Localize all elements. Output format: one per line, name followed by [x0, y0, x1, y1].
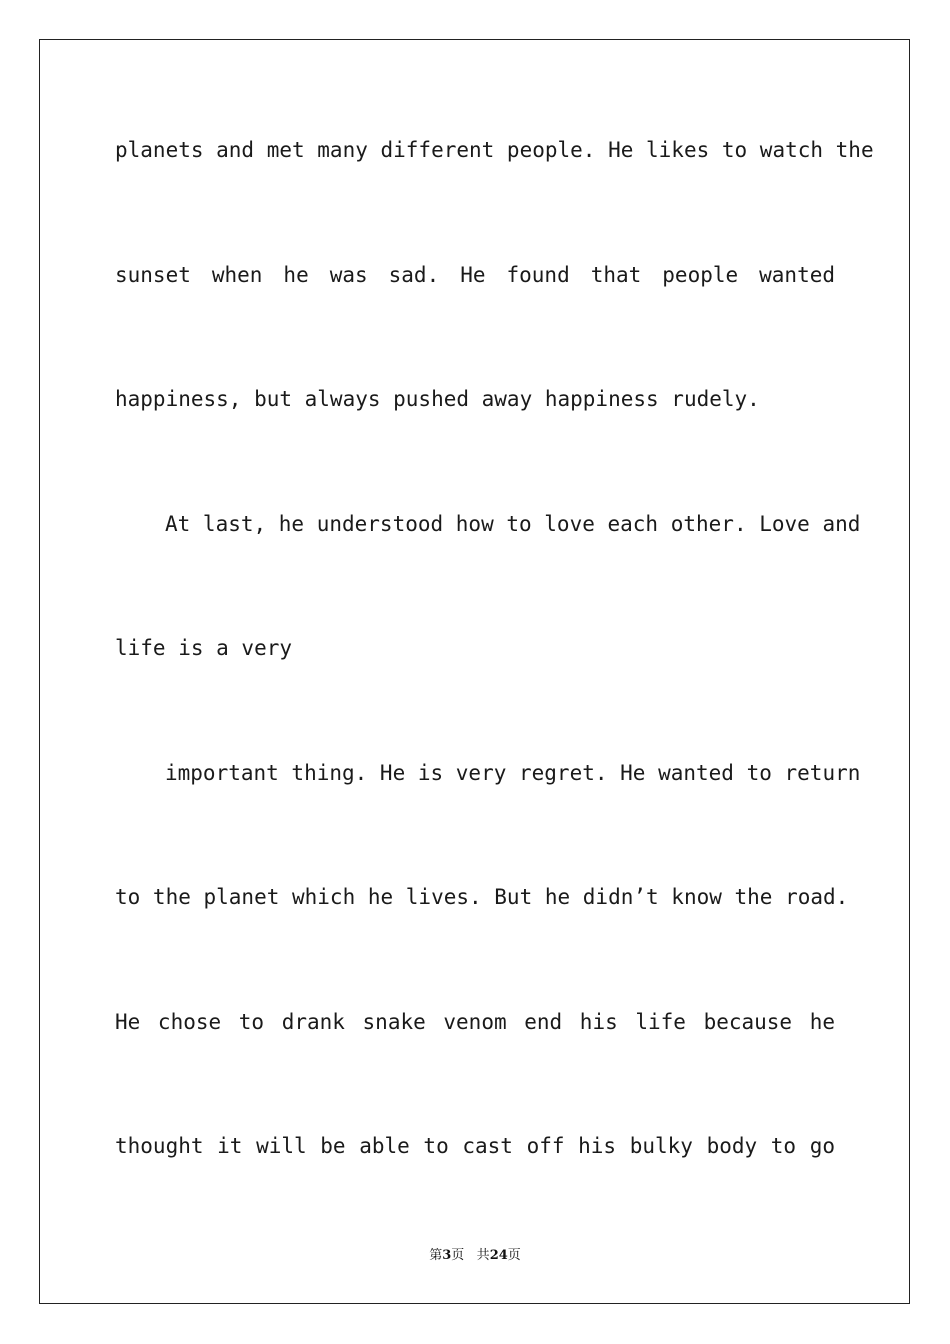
- text-line-3: happiness, but always pushed away happiness rudely.: [115, 387, 760, 411]
- text-line-2: sunset when he was sad. He found that people wanted: [115, 263, 835, 287]
- text-line-5: life is a very: [115, 636, 293, 660]
- text-line-8: He chose to drank snake venom end his life because he: [115, 1010, 835, 1034]
- text-line-6: important thing. He is very regret. He wanted to return: [165, 761, 861, 785]
- text-line-4: At last, he understood how to love each other. Love and: [165, 512, 861, 536]
- footer-page-prefix: 第: [429, 1248, 443, 1263]
- text-line-9: thought it will be able to cast off his bulky body to go: [115, 1134, 835, 1158]
- footer-page-number: 3: [442, 1248, 452, 1263]
- text-line-1: planets and met many different people. He likes to watch the: [115, 138, 874, 162]
- footer-total-prefix: 共: [476, 1248, 490, 1263]
- page-border: [39, 39, 910, 1304]
- footer-total-suffix: 页: [507, 1248, 521, 1263]
- footer-page-suffix: 页: [451, 1248, 465, 1263]
- text-line-7: to the planet which he lives. But he didn’t know the road.: [115, 885, 849, 909]
- page-footer: [0, 1247, 950, 1265]
- footer-total-pages: 24: [489, 1248, 508, 1263]
